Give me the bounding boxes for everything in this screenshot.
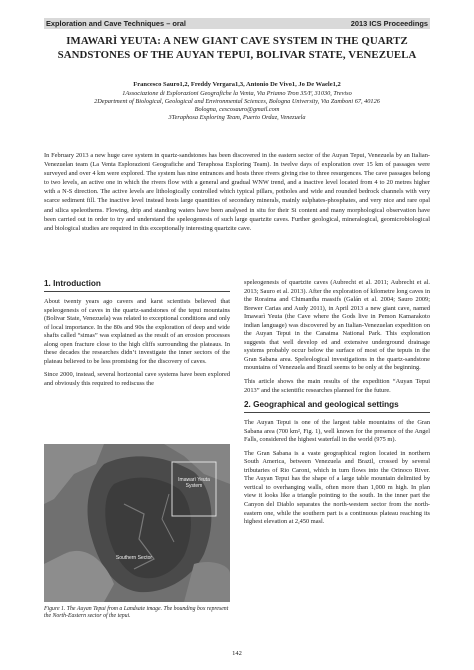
right-column <box>244 279 430 532</box>
abstract: In February 2013 a new huge cave system in quartz-sandstones has been discovered in the eastern sector of the Auyan Tepui, Venezuela by an Italian-Venezuelan team (La Venta Esplorazioni Geografiche and Teraphosa Exploring Team). In twelve days of exploration over 15 km of passages were surveyed and over 4 km were explored. The system has nine entrances and hosts three rivers giving rise to three resurgences. The cave passages belong to two levels, an active one in which the rivers flow with a general and gradual WNW trend, and a inactive level located from 4 to 20 metres higher with a N-S direction. The active levels are lithologically controlled which typical pillars, potholes and wide and rounded bedrock channels with very scarce sediment fill. The inactive level instead hosts large quantities of secondary minerals, mainly sulphates-phosphates, and very nice and rare opal and silica speleothems. Flowing, drip and standing waters have been analysed in situ for their Si content and many morphological observation have been carried out in order to try and understand the speleogenesis of such large quartzite caves. Further geological, mineralogical, geomicrobiological and biological studies are required in this exceptionally interesting quartzite cave. <box>44 152 430 232</box>
affiliation-2-cont: Bologna, cescosauro@gmail.com <box>194 105 280 113</box>
title-line-2: SANDSTONES OF THE AUYAN TEPUI, BOLIVAR STATE, VENEZUELA <box>57 48 417 61</box>
left-column <box>44 279 230 393</box>
header-proceedings: 2013 ICS Proceedings <box>350 19 428 28</box>
map-label-southern-sector: Southern Sector <box>115 555 153 561</box>
map-label-cave-system: Imawarì Yeuta System <box>178 477 210 489</box>
intro-paragraph-2: Since 2000, instead, several horizontal cave systems have been explored and obviously this required to rediscuss the <box>44 371 230 387</box>
figure-1-caption: Figure 1. The Auyan Tepui from a Landsate image. The bounding box represent the North-Eastern sector of the tepui. <box>44 606 229 620</box>
figure-1-satellite-map <box>44 444 230 602</box>
geo-paragraph-1: The Auyan Tepui is one of the largest table mountains of the Gran Sabana area (700 km², Fig. 1), well known for the presence of the Angel Falls, considered the highest waterfall in the world (975 m). <box>244 419 430 444</box>
affiliation-1: 1Associazione di Esplorazioni Geografiche la Venta, Via Priamo Tron 35/F, 31030, Treviso <box>122 90 352 97</box>
affiliations <box>44 90 430 122</box>
intro-paragraph-4: This article shows the main results of the expedition “Auyan Tepui 2013” and the scientific researches planned for the future. <box>244 378 430 394</box>
section-heading-geography: 2. Geographical and geological settings <box>244 400 430 413</box>
page-number: 142 <box>232 650 242 657</box>
title-line-1: IMAWARÌ YEUTA: A NEW GIANT CAVE SYSTEM IN THE QUARTZ <box>66 35 408 47</box>
intro-paragraph-1: About twenty years ago cavers and karst scientists believed that speleogenesis of caves in the quartz-sandstones of the tepui mountains (Bolivar State, Venezuela) was related to exceptional conditions and only of local importance. In the 80s and 90s the exploration of deep and wide shafts called “simas” was explained as the result of an erosion processes along open fracture close to the high cliffs surrounding the plateaus. In these decades the researches didn’t investigate the inner sectors of the plateau believed to be less promising for the discovery of caves. <box>44 298 230 365</box>
satellite-image <box>44 444 230 602</box>
geo-paragraph-2: The Gran Sabana is a vaste geographical region located in northern South America, between Venezuela and Brazil, crossed by several tributaries of Rio Caroni, which in turn flows into the Orinoco River. The Auyan Tepui has the shape of a large table mountain delimited by vertical to overhanging walls, often more than 1,000 m high. In plan view it looks like a triangle pointing to the south. In the inner part the Canyon del Diablo separates the north-western sector from the north-eastern one, while the southern part is a continuous plateau reaching its highest elevation at 2,450 masl. <box>244 449 430 526</box>
affiliation-3: 3Teraphosa Exploring Team, Puerto Ordaz, Venezuela <box>168 113 306 121</box>
header-session: Exploration and Cave Techniques – oral <box>46 19 186 28</box>
section-heading-introduction: 1. Introduction <box>44 279 230 292</box>
page-header <box>0 0 474 30</box>
affiliation-2: 2Department of Biological, Geological and Environmental Sciences, Bologna University, Via Zamboni 67, 40126 <box>94 97 380 105</box>
author-list: Francesco Sauro1,2, Freddy Vergara1,3, Antonio De Vivo1, Jo De Waele1,2 <box>133 81 341 88</box>
intro-paragraph-3: speleogenesis of quartzite caves (Aubrecht et al. 2011; Aubrecht et al. 2013; Sauro et al. 2013). After the exploration of kilometre long caves in the Roraima and Chimantha massifs (Galán et al. 2004; Sauro 2009; Brewer Carias and Audy 2011), in April 2013 a new giant cave, named Imawarì Yeuta (the Cave where the Gods live in Pemon Kamarakoto indian language) was discovered by an Italian-Venezuelan expedition on the Auyan Tepui in the Canaima National Park. This exploration suggests that well develop ed and extensive underground drainage systems probably occur below the surface of most of the tepuis in the Gran Sabana area. Speleological investigations in the quartz-sandstone mountains of Venezuela and Brazil seems to be only at the beginning. <box>244 279 430 372</box>
paper-title <box>44 35 430 62</box>
